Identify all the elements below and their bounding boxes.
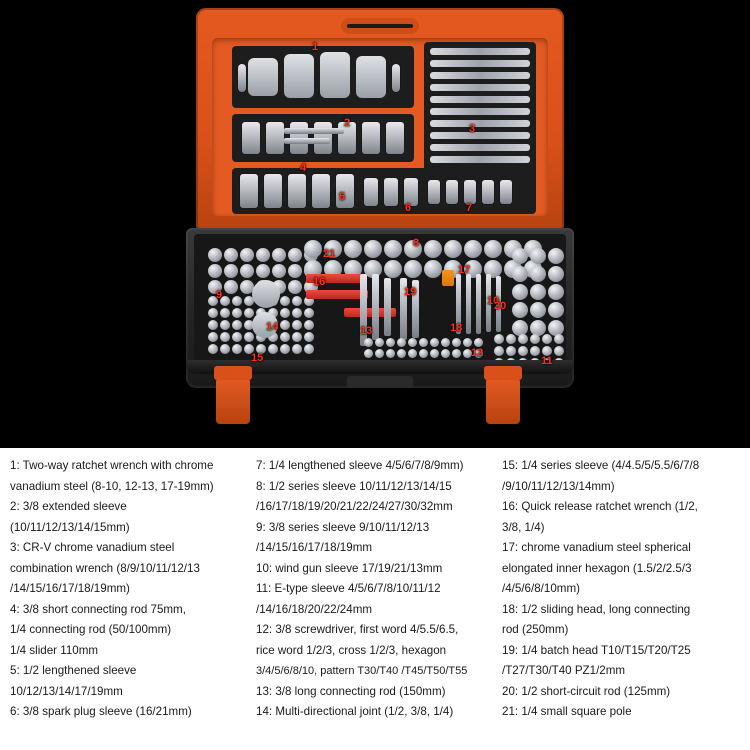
legend-column-3 [502, 456, 740, 744]
legend-line: 2: 3/8 extended sleeve [10, 500, 127, 513]
case-latch-right [486, 378, 520, 424]
case-handle [341, 18, 419, 34]
legend-block [0, 448, 750, 750]
lid-inner-panel [212, 38, 548, 216]
legend-line: 3/8, 1/4) [502, 520, 545, 534]
base-handle-slot [347, 376, 413, 388]
legend-line: /4/5/6/8/10mm) [502, 582, 580, 595]
callout-20: 20 [494, 300, 507, 312]
legend-line: /14/15/16/17/18/19mm) [10, 582, 130, 595]
callout-13: 13 [360, 325, 373, 337]
legend-line: 7: 1/4 lengthened sleeve 4/5/6/7/8/9mm) [256, 459, 464, 472]
legend-line: 8: 1/2 series sleeve 10/11/12/13/14/15 [256, 479, 452, 493]
legend-line: /14/15/16/17/18/19mm [256, 541, 373, 554]
legend-line: vanadium steel (8-10, 12-13, 17-19mm) [10, 479, 214, 493]
legend-line: 19: 1/4 batch head T10/T15/T20/T25 [502, 643, 691, 657]
tool-case-base [186, 228, 574, 388]
legend-line: 1/4 slider 110mm [10, 643, 99, 657]
legend-line: 3/4/5/6/8/10, pattern T30/T40 /T45/T50/T55 [256, 665, 468, 677]
legend-line: /16/17/18/19/20/21/22/24/27/30/32mm [256, 500, 453, 513]
callout-8: 8 [413, 237, 420, 249]
legend-line: /T27/T30/T40 PZ1/2mm [502, 664, 626, 677]
legend-column-2 [256, 456, 494, 744]
callout-6: 6 [405, 202, 412, 214]
callout-10: 10 [487, 295, 500, 307]
legend-line: rod (250mm) [502, 623, 569, 636]
legend-line: 9: 3/8 series sleeve 9/10/11/12/13 [256, 520, 430, 534]
callout-2: 2 [344, 117, 351, 129]
legend-line: 21: 1/4 small square pole [502, 705, 632, 718]
legend-line: 18: 1/2 sliding head, long connecting [502, 602, 691, 616]
bit-grid-bottom [364, 338, 483, 358]
callout-19: 19 [404, 286, 417, 298]
lid-tray-ratchet-wrenches [232, 46, 414, 108]
legend-line: 15: 1/4 series sleeve (4/4.5/5/5.5/6/7/8 [502, 459, 700, 472]
legend-line: /14/16/18/20/22/24mm [256, 602, 373, 616]
callout-21: 21 [323, 248, 336, 260]
tool-case-lid [196, 8, 564, 230]
callout-18: 18 [450, 322, 463, 334]
legend-line: 17: chrome vanadium steel spherical [502, 541, 691, 554]
callout-3: 3 [469, 123, 476, 135]
callout-14: 14 [266, 321, 279, 333]
callout-12: 12 [471, 347, 484, 359]
case-latch-left [216, 378, 250, 424]
legend-line: 12: 3/8 screwdriver, first word 4/5.5/6.5, [256, 623, 459, 636]
legend-line: 5: 1/2 lengthened sleeve [10, 664, 137, 677]
legend-line: 10: wind gun sleeve 17/19/21/13mm [256, 561, 443, 575]
callout-5: 5 [339, 191, 346, 203]
legend-line: 11: E-type sleeve 4/5/6/7/8/10/11/12 [256, 582, 441, 595]
legend-line: 4: 3/8 short connecting rod 75mm, [10, 602, 186, 616]
legend-line: 1/4 connecting rod (50/100mm) [10, 623, 172, 636]
legend-line: (10/11/12/13/14/15mm) [10, 520, 130, 534]
callout-11: 11 [541, 355, 553, 367]
legend-line: 6: 3/8 spark plug sleeve (16/21mm) [10, 705, 192, 718]
callout-7: 7 [466, 202, 473, 214]
legend-line: 16: Quick release ratchet wrench (1/2, [502, 500, 698, 513]
legend-line: /9/10/11/12/13/14mm) [502, 479, 615, 493]
callout-16: 16 [313, 276, 326, 288]
callout-17: 17 [458, 264, 471, 276]
legend-line: rice word 1/2/3, cross 1/2/3, hexagon [256, 643, 447, 657]
legend-line: 10/12/13/14/17/19mm [10, 684, 123, 698]
legend-line: combination wrench (8/9/10/11/12/13 [10, 561, 200, 575]
legend-line: 3: CR-V chrome vanadium steel [10, 541, 175, 554]
legend-line: 20: 1/2 short-circuit rod (125mm) [502, 684, 671, 698]
legend-line: 1: Two-way ratchet wrench with chrome [10, 459, 214, 472]
callout-15: 15 [251, 352, 264, 364]
legend-line: 13: 3/8 long connecting rod (150mm) [256, 684, 446, 698]
base-inner-tray [194, 234, 566, 362]
legend-line: 14: Multi-directional joint (1/2, 3/8, 1/4) [256, 705, 454, 718]
socket-grid-right [512, 248, 564, 336]
legend-line: elongated inner hexagon (1.5/2/2.5/3 [502, 561, 692, 575]
socket-grid-top-center [304, 237, 542, 278]
callout-4: 4 [300, 162, 307, 174]
lid-tray-lengthened-sleeves [232, 168, 532, 214]
callout-1: 1 [312, 41, 319, 53]
callout-9: 9 [216, 289, 223, 301]
legend-column-1 [10, 456, 248, 744]
